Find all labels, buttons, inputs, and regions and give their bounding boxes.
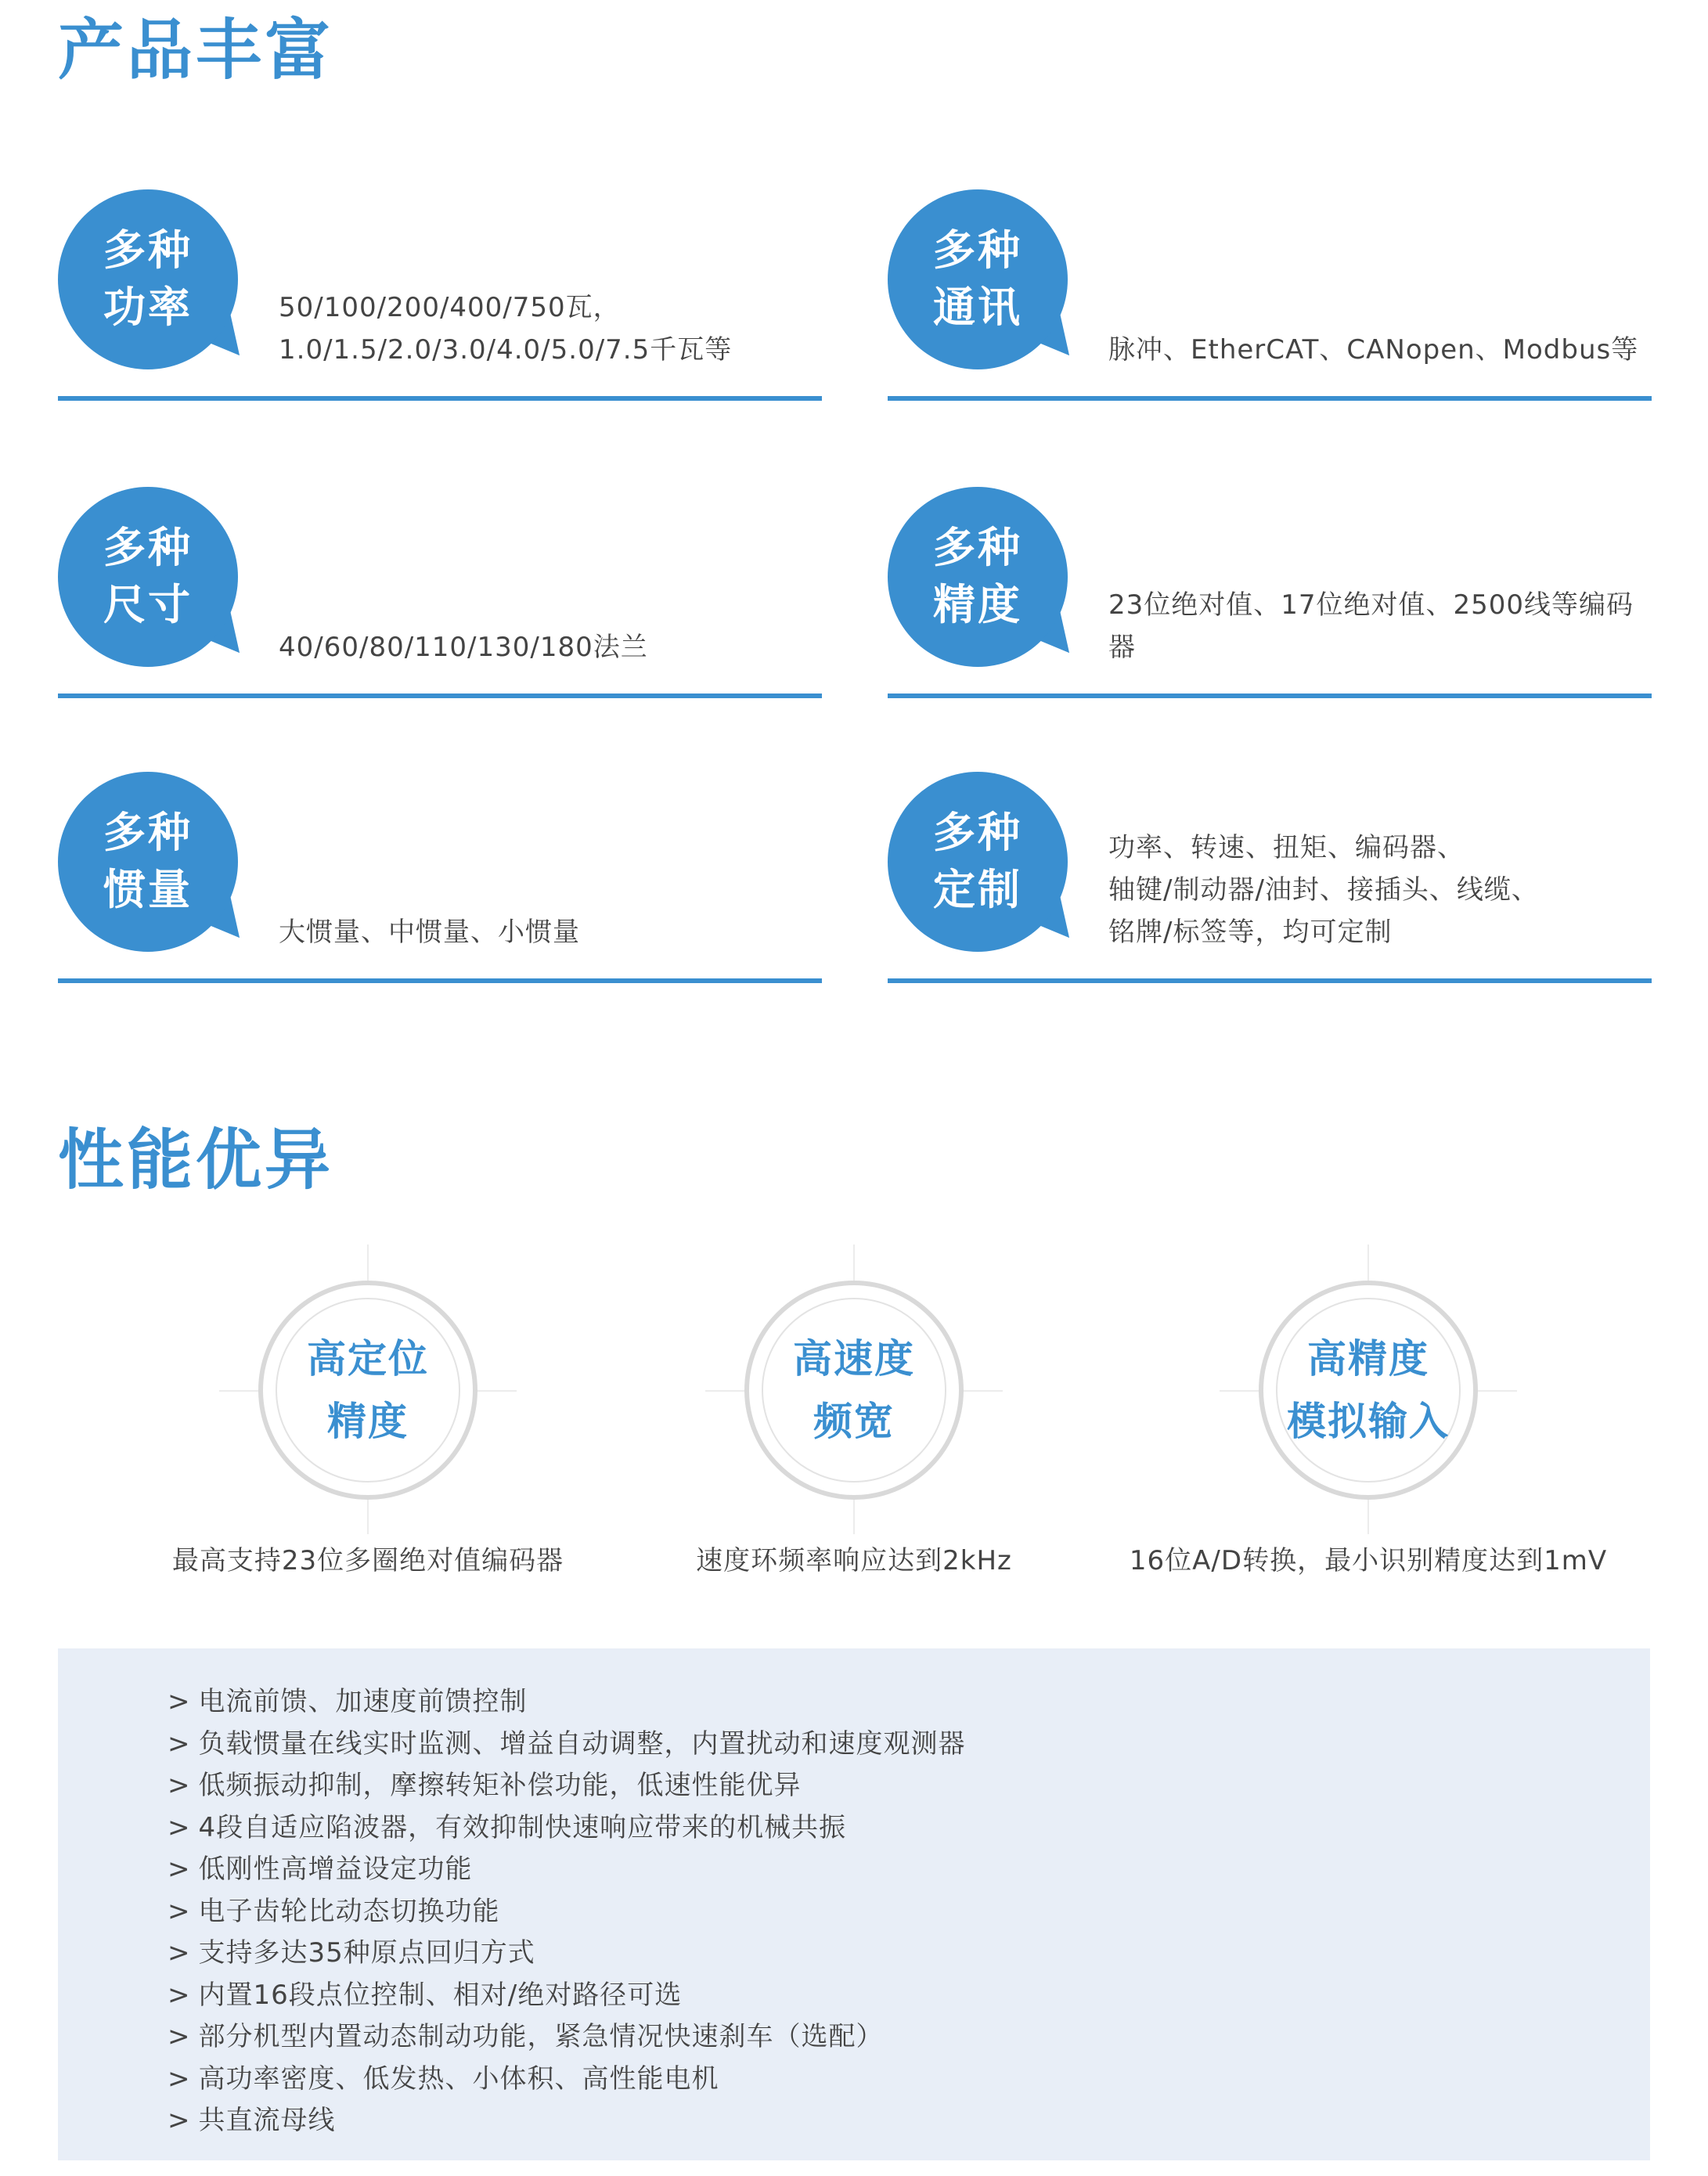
feature-text: 支持多达35种原点回归方式 <box>198 1937 535 1969</box>
feature-item <box>168 1933 966 1975</box>
desc-line: 脉冲、EtherCAT、CANopen、Modbus等 <box>1108 334 1639 366</box>
circle-label <box>258 1281 477 1500</box>
feature-item <box>168 2100 966 2142</box>
section-title-products: 产品丰富 <box>58 12 334 88</box>
feature-text: 高功率密度、低发热、小体积、高性能电机 <box>198 2063 719 2095</box>
bubble-badge <box>888 189 1068 369</box>
bubble-badge <box>888 487 1068 667</box>
circle-label-line2: 模拟输入 <box>1287 1399 1450 1444</box>
feature-item <box>168 1849 966 1891</box>
perf-item-speed <box>635 1245 1167 1589</box>
chevron-right-icon: > <box>168 2063 191 2095</box>
desc-line: 轴键/制动器/油封、接插头、线缆、 <box>1108 874 1539 906</box>
feature-item <box>168 1681 966 1724</box>
bubble-line1: 多种 <box>933 523 1022 573</box>
chevron-right-icon: > <box>168 1727 191 1760</box>
bubble-badge <box>888 772 1068 952</box>
perf-item-positioning <box>149 1245 681 1589</box>
chevron-right-icon: > <box>168 2021 191 2052</box>
desc-line: 50/100/200/400/750瓦， <box>279 292 621 323</box>
chevron-right-icon: > <box>168 1895 191 1927</box>
bubble-line2: 定制 <box>933 865 1022 914</box>
bubble-line1: 多种 <box>933 808 1022 858</box>
card-divider <box>888 694 1652 698</box>
card-customization <box>888 772 1652 983</box>
perf-item-analog <box>1129 1245 1681 1589</box>
chevron-right-icon: > <box>168 1770 191 1801</box>
desc-line: 功率、转速、扭矩、编码器、 <box>1108 832 1465 863</box>
bubble-line1: 多种 <box>103 225 193 276</box>
card-divider <box>888 978 1652 983</box>
perf-caption: 16位A/D转换，最小识别精度达到1mV <box>1129 1545 1608 1576</box>
bubble-line1: 多种 <box>103 808 193 858</box>
features-panel <box>58 1648 1650 2160</box>
feature-list <box>168 1681 966 2142</box>
feature-item <box>168 1891 966 1933</box>
feature-text: 电子齿轮比动态切换功能 <box>198 1895 500 1927</box>
bubble-badge <box>58 189 238 369</box>
bubble-line1: 多种 <box>933 225 1022 276</box>
card-communication <box>888 189 1652 401</box>
feature-item <box>168 2059 966 2101</box>
card-divider <box>58 978 822 983</box>
feature-item <box>168 2016 966 2059</box>
card-description <box>1108 584 1652 668</box>
chevron-right-icon: > <box>168 2105 191 2136</box>
card-divider <box>58 396 822 401</box>
desc-line: 铭牌/标签等，均可定制 <box>1108 917 1393 948</box>
feature-text: 部分机型内置动态制动功能，紧急情况快速刹车（选配） <box>198 2021 884 2052</box>
card-description <box>279 911 822 953</box>
card-description <box>1108 827 1652 953</box>
desc-line: 23位绝对值、17位绝对值、2500线等编码器 <box>1108 589 1634 663</box>
feature-text: 低刚性高增益设定功能 <box>198 1854 473 1885</box>
circle-label-line2: 频宽 <box>813 1399 895 1444</box>
bubble-line1: 多种 <box>103 523 193 573</box>
feature-item <box>168 1975 966 2017</box>
feature-text: 内置16段点位控制、相对/绝对路径可选 <box>198 1979 683 2011</box>
feature-text: 负载惯量在线实时监测、增益自动调整，内置扰动和速度观测器 <box>198 1727 966 1760</box>
bubble-line2: 尺寸 <box>103 580 193 629</box>
card-description <box>279 286 822 371</box>
bubble-line2: 通讯 <box>933 283 1022 332</box>
bubble-line2: 惯量 <box>103 865 193 914</box>
chevron-right-icon: > <box>168 1686 191 1717</box>
feature-text: 4段自适应陷波器，有效抑制快速响应带来的机械共振 <box>198 1811 847 1843</box>
feature-item <box>168 1765 966 1807</box>
perf-caption: 速度环频率响应达到2kHz <box>696 1545 1012 1576</box>
card-power <box>58 189 822 401</box>
card-divider <box>888 396 1652 401</box>
chevron-right-icon: > <box>168 1937 191 1969</box>
bubble-line2: 功率 <box>103 283 193 332</box>
section-title-performance: 性能优异 <box>58 1122 334 1198</box>
chevron-right-icon: > <box>168 1811 191 1843</box>
feature-item <box>168 1724 966 1766</box>
circle-label-line1: 高精度 <box>1307 1336 1429 1382</box>
perf-caption: 最高支持23位多圈绝对值编码器 <box>171 1545 564 1576</box>
card-description <box>279 626 822 668</box>
card-description <box>1108 329 1652 371</box>
card-inertia <box>58 772 822 983</box>
feature-text: 共直流母线 <box>198 2105 336 2136</box>
card-divider <box>58 694 822 698</box>
card-size <box>58 487 822 698</box>
feature-text: 低频振动抑制，摩擦转矩补偿功能，低速性能优异 <box>198 1770 802 1801</box>
chevron-right-icon: > <box>168 1854 191 1885</box>
desc-line: 1.0/1.5/2.0/3.0/4.0/5.0/7.5千瓦等 <box>279 334 733 366</box>
feature-item <box>168 1807 966 1850</box>
card-precision <box>888 487 1652 698</box>
circle-label <box>744 1281 964 1500</box>
bubble-line2: 精度 <box>933 580 1022 629</box>
desc-line: 40/60/80/110/130/180法兰 <box>279 632 648 663</box>
circle-label-line1: 高定位 <box>307 1336 429 1382</box>
feature-text: 电流前馈、加速度前馈控制 <box>198 1686 528 1717</box>
chevron-right-icon: > <box>168 1979 191 2011</box>
circle-label-line2: 精度 <box>327 1399 409 1444</box>
circle-label <box>1259 1281 1478 1500</box>
circle-label-line1: 高速度 <box>793 1336 915 1382</box>
bubble-badge <box>58 772 238 952</box>
bubble-badge <box>58 487 238 667</box>
desc-line: 大惯量、中惯量、小惯量 <box>279 917 580 948</box>
